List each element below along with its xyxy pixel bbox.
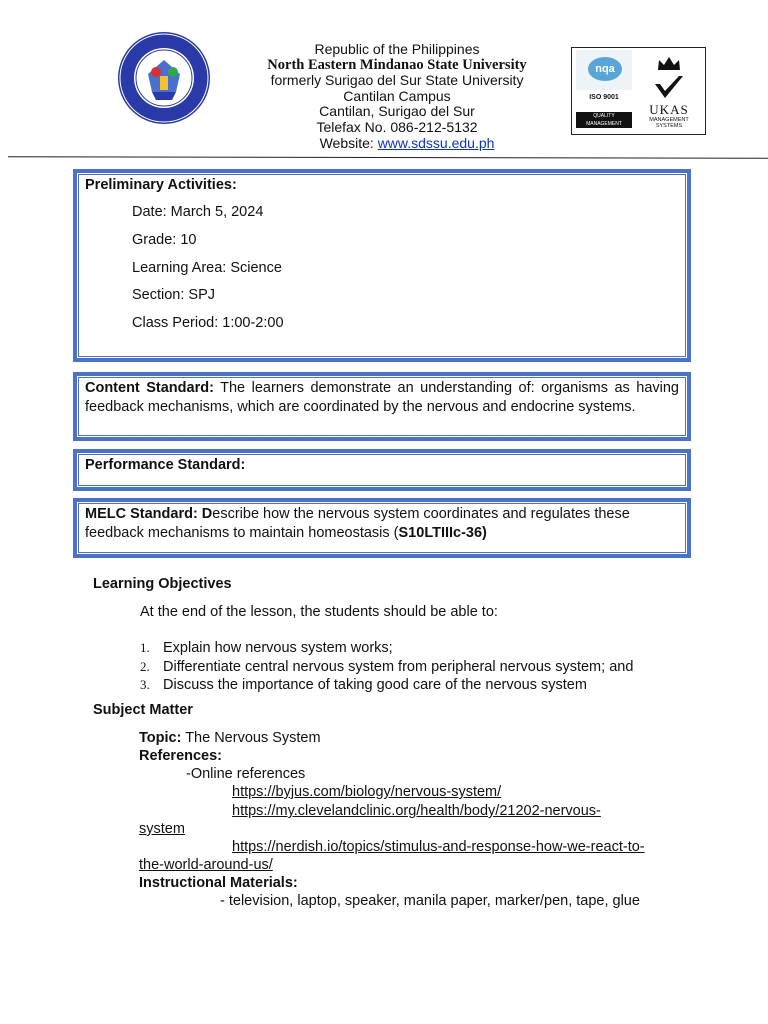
references-label: References:: [139, 748, 223, 764]
topic-line: [139, 730, 321, 746]
address-line: Cantilan, Surigao del Sur: [319, 103, 475, 120]
campus-line: Cantilan Campus: [343, 87, 451, 104]
objectives-intro: At the end of the lesson, the students should be able to:: [140, 604, 498, 620]
reference-link-clevelandclinic[interactable]: https://my.clevelandclinic.org/health/body/21202-nervous-: [232, 803, 601, 819]
ukas-sublabel: MANAGEMENT SYSTEMS: [649, 117, 689, 129]
class-period-field: Class Period: 1:00-2:00: [132, 315, 284, 331]
ukas-label: UKAS: [649, 102, 689, 117]
instructional-materials-label: Instructional Materials:: [139, 875, 298, 891]
instructional-materials-list: - television, laptop, speaker, manila paper, marker/pen, tape, glue: [220, 893, 640, 909]
certification-badges: [571, 47, 706, 135]
iso-label: ISO 9001: [589, 94, 619, 101]
telefax-line: Telefax No. 086-212-5132: [316, 118, 478, 135]
performance-standard-box: [73, 449, 691, 491]
institution-header: [212, 42, 582, 151]
quality-label: QUALITY MANAGEMENT: [576, 112, 632, 128]
reference-link-nerdish[interactable]: https://nerdish.io/topics/stimulus-and-response-how-we-react-to-: [232, 839, 645, 855]
ukas-badge: [636, 48, 702, 132]
header-divider: [8, 156, 768, 159]
melc-text: escribe how the nervous system coordinates and regulates these feedback mechanisms to maintain homeostasis (: [85, 506, 630, 541]
nqa-logo-icon: nqa: [588, 57, 622, 81]
preliminary-activities-box: [73, 169, 691, 362]
content-standard-box: [73, 372, 691, 441]
nqa-badge: [574, 48, 636, 132]
preliminary-heading: Preliminary Activities:: [85, 177, 237, 193]
website-link[interactable]: www.sdssu.edu.ph: [377, 134, 495, 151]
list-item: 2. Differentiate central nervous system from peripheral nervous system; and: [140, 658, 634, 675]
melc-standard-box: [73, 498, 691, 558]
website-line: [212, 136, 582, 152]
online-references-label: -Online references: [186, 766, 306, 782]
melc-label: MELC Standard: D: [85, 506, 213, 522]
learning-objectives-heading: Learning Objectives: [93, 576, 232, 592]
list-item: 1. Explain how nervous system works;: [140, 640, 393, 656]
performance-standard-label: Performance Standard:: [85, 457, 246, 473]
content-standard-label: Content Standard:: [85, 380, 214, 396]
content-standard-text: The learners demonstrate an understanding of: organisms as having feedback mechanisms, which are coordinated by the nervous and endocrine systems.: [85, 380, 679, 415]
topic-label: Topic:: [139, 730, 182, 746]
crown-icon: [656, 54, 682, 72]
date-field: Date: March 5, 2024: [132, 204, 264, 220]
reference-link-nerdish-cont[interactable]: the-world-around-us/: [139, 857, 273, 873]
formerly-line: formerly Surigao del Sur State University: [270, 72, 524, 89]
section-field: Section: SPJ: [132, 287, 216, 303]
subject-matter-heading: Subject Matter: [93, 702, 193, 718]
reference-link-byjus[interactable]: https://byjus.com/biology/nervous-system/: [232, 784, 502, 800]
university-seal-logo: [116, 30, 212, 126]
republic-line: Republic of the Philippines: [314, 41, 480, 57]
topic-value: The Nervous System: [181, 730, 321, 746]
learning-area-field: Learning Area: Science: [132, 260, 282, 276]
university-name: North Eastern Mindanao State University: [267, 56, 527, 73]
reference-link-clevelandclinic-cont[interactable]: system: [139, 821, 185, 837]
checkmark-icon: [652, 74, 686, 100]
website-label: Website:: [319, 134, 378, 151]
objectives-list: [140, 639, 633, 695]
melc-code: S10LTIIIc-36): [398, 524, 487, 541]
list-item: 3. Discuss the importance of taking good care of the nervous system: [140, 677, 587, 693]
grade-field: Grade: 10: [132, 232, 197, 248]
